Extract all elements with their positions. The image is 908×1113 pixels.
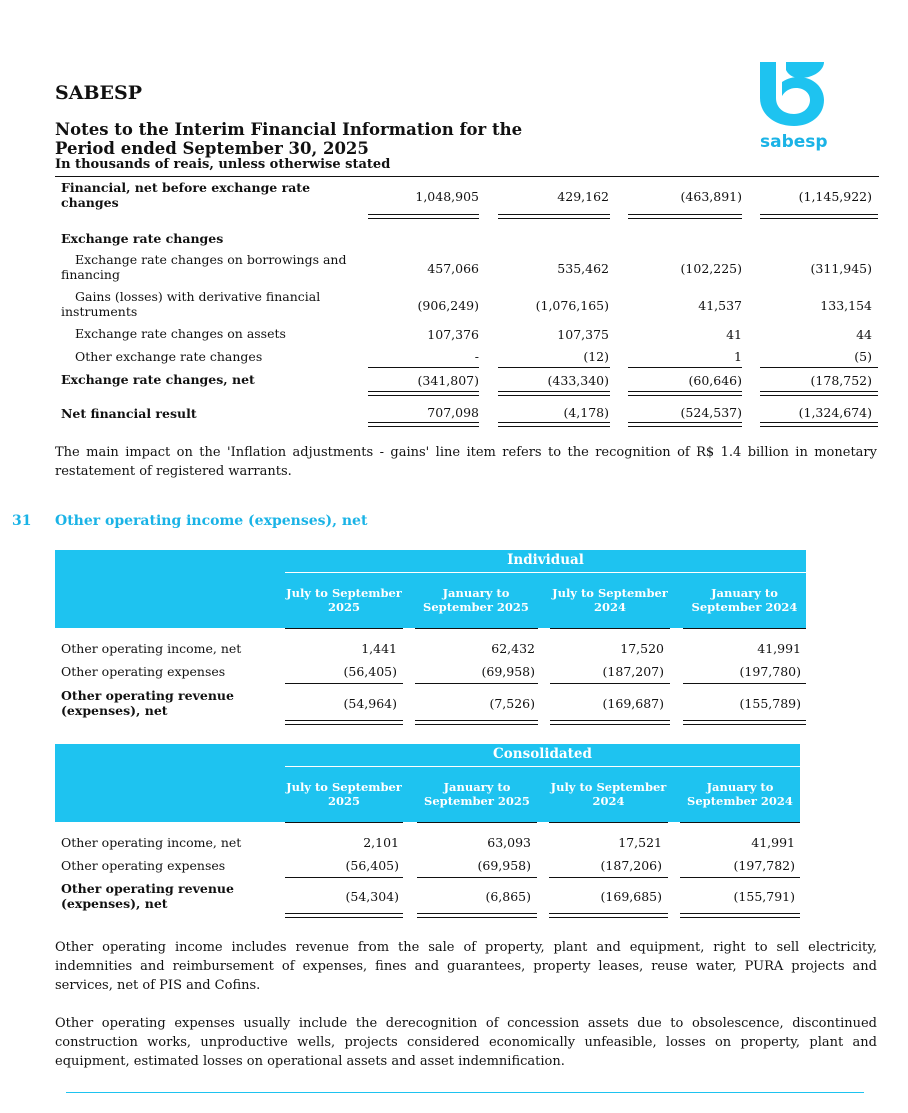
value-cell: (197,782) [733, 858, 795, 873]
value-cell: (7,526) [489, 696, 535, 711]
value-cell: (6,865) [485, 889, 531, 904]
value-cell: (463,891) [680, 189, 742, 204]
page-subtitle: In thousands of reais, unless otherwise stated [55, 157, 391, 172]
footer-rule [66, 1092, 864, 1093]
single-rule [683, 683, 806, 684]
header-rule [285, 572, 806, 573]
value-cell: 41,991 [757, 641, 801, 656]
row-label: Net financial result [61, 406, 197, 421]
sabesp-logo-icon [752, 60, 832, 132]
expenses-paragraph: Other operating expenses usually include the derecognition of concession assets due to obsolescence, discontinued construction works, unproductive wells, projects considered economically unfeasible, losses on property, plant and equipment, estimated losses on operational assets and asset indemnification. [55, 1016, 877, 1069]
value-cell: 1,048,905 [415, 189, 479, 204]
value-cell: (1,324,674) [798, 405, 872, 420]
value-cell: 1 [734, 349, 742, 364]
double-rule [760, 422, 878, 427]
value-cell: 457,066 [427, 261, 479, 276]
value-cell: (56,405) [343, 664, 397, 679]
row-label: Other operating revenue (expenses), net [61, 881, 234, 911]
value-cell: (197,780) [739, 664, 801, 679]
single-rule [628, 367, 742, 368]
header-rule [285, 766, 800, 767]
header-underline [285, 628, 403, 629]
inflation-note: The main impact on the 'Inflation adjustments - gains' line item refers to the recognition of R$ 1.4 billion in monetary restatement of registered warrants. [55, 445, 877, 479]
section-number: 31 [12, 513, 32, 529]
row-label: Exchange rate changes, net [61, 372, 255, 387]
double-rule [683, 720, 806, 725]
double-rule [550, 720, 670, 725]
value-cell: 107,375 [557, 327, 609, 342]
value-cell: (155,789) [739, 696, 801, 711]
single-rule [415, 683, 538, 684]
double-rule [285, 913, 403, 918]
double-rule [628, 422, 742, 427]
section-heading: Exchange rate changes [61, 231, 224, 246]
double-rule [368, 214, 479, 219]
header-underline [285, 822, 403, 823]
value-cell: (1,076,165) [535, 298, 609, 313]
value-cell: 41,537 [698, 298, 742, 313]
row-label: Other operating income, net [61, 641, 242, 656]
row-label: Gains (losses) with derivative financial instruments [61, 289, 321, 319]
value-cell: (906,249) [417, 298, 479, 313]
double-rule [680, 913, 800, 918]
value-cell: - [474, 349, 479, 364]
value-cell: (155,791) [733, 889, 795, 904]
section-title: Other operating income (expenses), net [55, 513, 368, 529]
double-rule [368, 391, 479, 396]
single-rule [760, 367, 878, 368]
value-cell: (169,687) [602, 696, 664, 711]
value-cell: (433,340) [547, 373, 609, 388]
double-rule [368, 422, 479, 427]
single-rule [417, 877, 537, 878]
income-paragraph: Other operating income includes revenue from the sale of property, plant and equipment, right to sell electricity, indemnities and reimbursement of expenses, fines and guarantees, property leases, reuse water, PURA projects and services, net of PIS and Cofins. [55, 940, 877, 993]
value-cell: (169,685) [600, 889, 662, 904]
value-cell: 62,432 [491, 641, 535, 656]
value-cell: (102,225) [680, 261, 742, 276]
column-header: January to September 2024 [691, 586, 798, 614]
value-cell: 17,520 [620, 641, 664, 656]
value-cell: 41 [726, 327, 742, 342]
logo-text: sabesp [760, 132, 828, 152]
value-cell: (5) [854, 349, 872, 364]
value-cell: 41,991 [751, 835, 795, 850]
double-rule [760, 214, 878, 219]
value-cell: (69,958) [477, 858, 531, 873]
double-rule [628, 391, 742, 396]
value-cell: (341,807) [417, 373, 479, 388]
row-label: Other operating expenses [61, 858, 226, 873]
column-header: January to September 2024 [687, 780, 793, 808]
value-cell: 707,098 [427, 405, 479, 420]
single-rule [498, 367, 610, 368]
sabesp-logo [752, 60, 832, 160]
row-label: Exchange rate changes on assets [75, 326, 286, 341]
value-cell: (54,304) [345, 889, 399, 904]
header-underline [550, 628, 670, 629]
column-header: January to September 2025 [423, 586, 529, 614]
consolidated-title: Consolidated [493, 746, 592, 762]
value-cell: 429,162 [557, 189, 609, 204]
value-cell: (12) [583, 349, 609, 364]
value-cell: (187,206) [600, 858, 662, 873]
double-rule [498, 391, 610, 396]
table-top-rule [55, 176, 879, 177]
double-rule [415, 720, 538, 725]
value-cell: 63,093 [487, 835, 531, 850]
column-header: January to September 2025 [424, 780, 530, 808]
column-header: July to September 2024 [550, 780, 667, 808]
value-cell: (178,752) [810, 373, 872, 388]
double-rule [285, 720, 403, 725]
double-rule [549, 913, 668, 918]
row-label: Other operating expenses [61, 664, 226, 679]
value-cell: (187,207) [602, 664, 664, 679]
company-name: SABESP [55, 82, 143, 104]
value-cell: (60,646) [688, 373, 742, 388]
column-header: July to September 2024 [552, 586, 668, 614]
row-label: Other exchange rate changes [75, 349, 263, 364]
value-cell: 2,101 [363, 835, 399, 850]
single-rule [368, 367, 479, 368]
value-cell: (311,945) [810, 261, 872, 276]
header-underline [415, 628, 538, 629]
value-cell: 107,376 [427, 327, 479, 342]
value-cell: (54,964) [343, 696, 397, 711]
value-cell: 17,521 [618, 835, 662, 850]
value-cell: (56,405) [345, 858, 399, 873]
row-label: Financial, net before exchange rate changes [61, 180, 311, 210]
double-rule [498, 214, 610, 219]
double-rule [628, 214, 742, 219]
value-cell: (4,178) [563, 405, 609, 420]
column-header: July to September 2025 [286, 780, 402, 808]
value-cell: (524,537) [680, 405, 742, 420]
double-rule [498, 422, 610, 427]
value-cell: 133,154 [820, 298, 872, 313]
row-label: Other operating revenue (expenses), net [61, 688, 234, 718]
value-cell: (69,958) [481, 664, 535, 679]
single-rule [549, 877, 668, 878]
row-label: Exchange rate changes on borrowings and financing [61, 252, 347, 282]
column-header: July to September 2025 [286, 586, 402, 614]
header-underline [680, 822, 800, 823]
row-label: Other operating income, net [61, 835, 242, 850]
header-underline [417, 822, 537, 823]
value-cell: 1,441 [361, 641, 397, 656]
double-rule [417, 913, 537, 918]
value-cell: 535,462 [557, 261, 609, 276]
single-rule [285, 683, 403, 684]
header-underline [549, 822, 668, 823]
double-rule [760, 391, 878, 396]
value-cell: (1,145,922) [798, 189, 872, 204]
header-underline [683, 628, 806, 629]
single-rule [680, 877, 800, 878]
value-cell: 44 [856, 327, 872, 342]
page-title: Notes to the Interim Financial Information for the Period ended September 30, 2025 [55, 120, 523, 158]
single-rule [550, 683, 670, 684]
individual-title: Individual [507, 552, 584, 568]
single-rule [285, 877, 403, 878]
